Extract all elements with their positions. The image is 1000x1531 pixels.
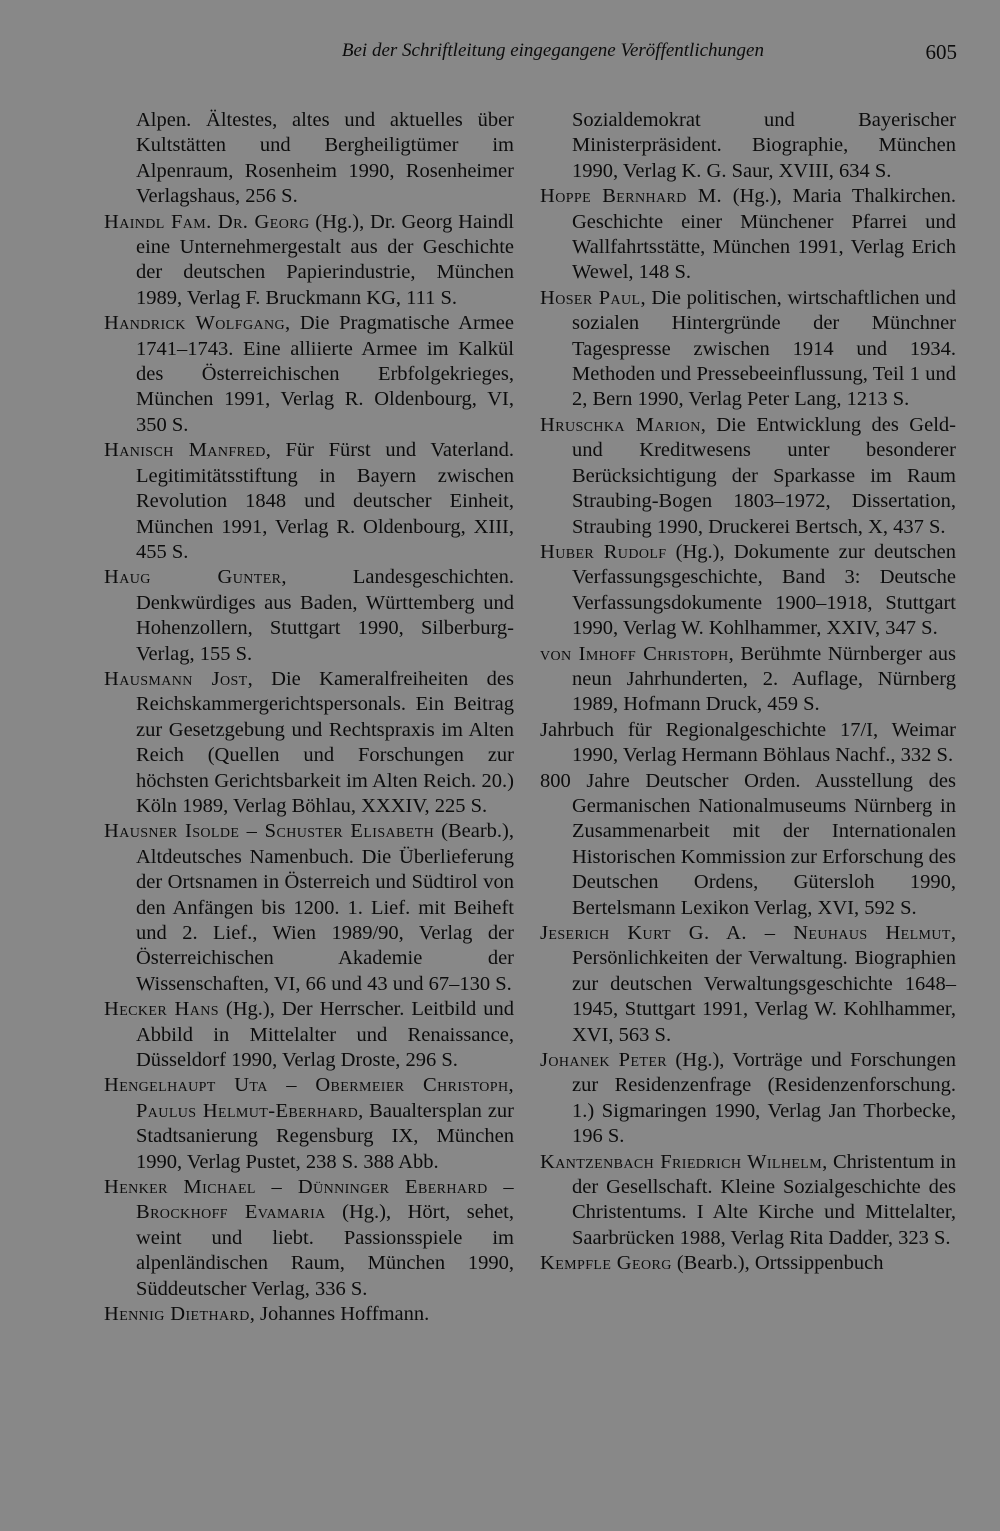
right-column [540,108,956,1277]
bibliography-entry [540,1048,956,1150]
entry-author: Handrick Wolfgang [104,312,285,335]
entry-author: Johanek Peter [540,1049,668,1072]
entry-text: , Persönlichkeiten der Verwaltung. Biographien zur deutschen Verwaltungsgeschichte 1648–1945, Stuttgart 1991, Verlag W. Kohlhammer, XVI, 563 S. [572,922,956,1046]
entry-text: , Die Kameralfreiheiten des Reichskammergerichtspersonals. Ein Beitrag zur Gesetzgebung und Rechtspraxis im Alten Reich (Quellen und Forschungen zur höchsten Gerichtsbarkeit im Alten Reich. 20.) Köln 1989, Verlag Böhlau, XXXIV, 225 S. [136,667,514,817]
entry-text: (Hg.), Maria Thalkirchen. Geschichte einer Münchener Pfarrei und Wallfahrtsstätte, München 1991, Verlag Erich Wewel, 148 S. [572,185,956,284]
bibliography-entry [540,1150,956,1252]
entry-text: , Für Fürst und Vaterland. Legitimitätsstiftung in Bayern zwischen Revolution 1848 und deutscher Einheit, München 1991, Verlag R. Oldenbourg, XIII, 455 S. [136,439,514,563]
entry-author: Hoppe Bernhard M. [540,185,723,208]
entry-text: Jahrbuch für Regionalgeschichte 17/I, Weimar 1990, Verlag Hermann Böhlaus Nachf., 332 S. [540,718,956,767]
entry-author: Kantzenbach Friedrich Wilhelm [540,1150,823,1173]
bibliography-entry [540,642,956,718]
entry-author: Hecker Hans [104,998,219,1021]
entry-text: , Baualtersplan zur Stadtsanierung Regensburg IX, München 1990, Verlag Pustet, 238 S. 388 Abb. [136,1099,515,1173]
entry-text: , Landesgeschichten. Denkwürdiges aus Baden, Württemberg und Hohenzollern, Stuttgart 1990, Silberburg-Verlag, 155 S. [136,566,514,665]
entry-text: Alpen. Ältestes, altes und aktuelles über Kultstätten und Bergheiligtümer im Alpenraum, Rosenheim 1990, Rosenheimer Verlagshaus, 256 S. [136,109,514,208]
entry-text: (Hg.), Hört, sehet, weint und liebt. Passionsspiele im alpenländischen Raum, München 1990, Süddeutscher Verlag, 336 S. [136,1201,515,1300]
entry-author: Hengelhaupt Uta – Obermeier Christoph, Paulus Helmut-Eberhard [104,1074,514,1122]
bibliography-entry [104,565,514,667]
entry-author: Haug Gunter [104,566,282,589]
entry-text: (Hg.), Der Herrscher. Leitbild und Abbild in Mittelalter und Renaissance, Düsseldorf 1990, Verlag Droste, 296 S. [136,998,514,1072]
left-column [104,108,514,1328]
entry-text: Sozialdemokrat und Bayerischer Ministerpräsident. Biographie, München 1990, Verlag K. G. Saur, XVIII, 634 S. [572,109,956,182]
bibliography-entry [540,1251,956,1276]
entry-author: Hausmann Jost [104,667,248,690]
entry-text: (Bearb.), Ortssippenbuch [671,1252,884,1275]
bibliography-entry [104,210,514,312]
bibliography-entry [540,769,956,921]
bibliography-entry [104,438,514,565]
entry-text: (Hg.), Vorträge und Forschungen zur Residenzenfrage (Residenzenforschung. 1.) Sigmaringen 1990, Verlag Jan Thorbecke, 196 S. [572,1049,956,1148]
entry-text: , Christentum in der Gesellschaft. Kleine Sozialgeschichte des Christentums. I Alte Kirche und Mittelalter, Saarbrücken 1988, Verlag Rita Dadder, 323 S. [572,1150,956,1249]
bibliography-entry [104,1073,514,1175]
entry-text: (Bearb.), Altdeutsches Namenbuch. Die Überlieferung der Ortsnamen in Österreich und Südtirol von den Anfängen bis 1200. 1. Lief. mit Beiheft und 2. Lief., Wien 1989/90, Verlag der Österreichischen Akademie der Wissenschaften, VI, 66 und 43 und 67–130 S. [136,820,514,995]
entry-author: Hoser Paul [540,286,641,309]
entry-text: , Die Entwicklung des Geld- und Kreditwesens unter besonderer Berücksichtigung der Sparkasse im Raum Straubing-Bogen 1803–1972, Dissertation, Straubing 1990, Druckerei Bertsch, X, 437 S. [572,413,956,538]
entry-text: , Die politischen, wirtschaftlichen und sozialen Hintergründe der Münchner Tagespresse zwischen 1914 und 1934. Methoden und Pressebeeinflussung, Teil 1 und 2, Bern 1990, Verlag Peter Lang, 1213 S. [572,286,957,411]
entry-author: Haindl Fam. Dr. Georg [104,210,310,233]
entry-author: von Imhoff Christoph [540,642,729,665]
page-number: 605 [925,40,957,64]
bibliography-entry [540,921,956,1048]
entry-author: Huber Rudolf [540,540,667,563]
entry-author: Hennig Diethard [104,1303,250,1326]
entry-text: 800 Jahre Deutscher Orden. Ausstellung des Germanischen Nationalmuseums Nürnberg in Zusammenarbeit mit der Internationalen Historischen Kommission zur Erforschung des Deutschen Ordens, Gütersloh 1990, Bertelsmann Lexikon Verlag, XVI, 592 S. [540,769,956,919]
bibliography-entry [540,413,956,540]
entry-author: Hanisch Manfred [104,439,266,462]
running-title: Bei der Schriftleitung eingegangene Veröffentlichungen [341,40,764,61]
bibliography-entry [104,667,514,819]
entry-author: Henker Michael – Dünninger Eberhard – Brockhoff Evamaria [104,1176,514,1224]
bibliography-entry [540,108,956,184]
bibliography-entry [540,286,956,413]
bibliography-entry [104,311,514,438]
running-head [0,40,1000,72]
bibliography-entry [540,540,956,642]
bibliography-entry [540,184,956,286]
bibliography-entry [104,108,514,210]
entry-author: Jeserich Kurt G. A. – Neuhaus Helmut [540,922,951,944]
bibliography-entry [540,718,956,769]
bibliography-entry [104,1175,514,1302]
entry-text: , Berühmte Nürnberger aus neun Jahrhunderten, 2. Auflage, Nürnberg 1989, Hofmann Druck, 459 S. [572,642,956,716]
entry-text: , Johannes Hoffmann. [249,1303,430,1326]
entry-text: (Hg.), Dokumente zur deutschen Verfassungsgeschichte, Band 3: Deutsche Verfassungsdokumente 1900–1918, Stuttgart 1990, Verlag W. Kohlhammer, XXIV, 347 S. [572,540,956,640]
bibliography-entry [104,1302,514,1327]
entry-author: Hruschka Marion [540,413,701,436]
bibliography-entry [104,819,514,997]
entry-author: Hausner Isolde – Schuster Elisabeth [104,820,435,843]
entry-author: Kempfle Georg [540,1252,672,1275]
bibliography-entry [104,997,514,1073]
entry-text: , Die Pragmatische Armee 1741–1743. Eine alliierte Armee im Kalkül des Österreichischen Erbfolgekrieges, München 1991, Verlag R. Oldenbourg, VI, 350 S. [136,312,514,436]
entry-text: (Hg.), Dr. Georg Haindl eine Unternehmergestalt aus der Geschichte der deutschen Papierindustrie, München 1989, Verlag F. Bruckmann KG, 111 S. [136,210,514,309]
